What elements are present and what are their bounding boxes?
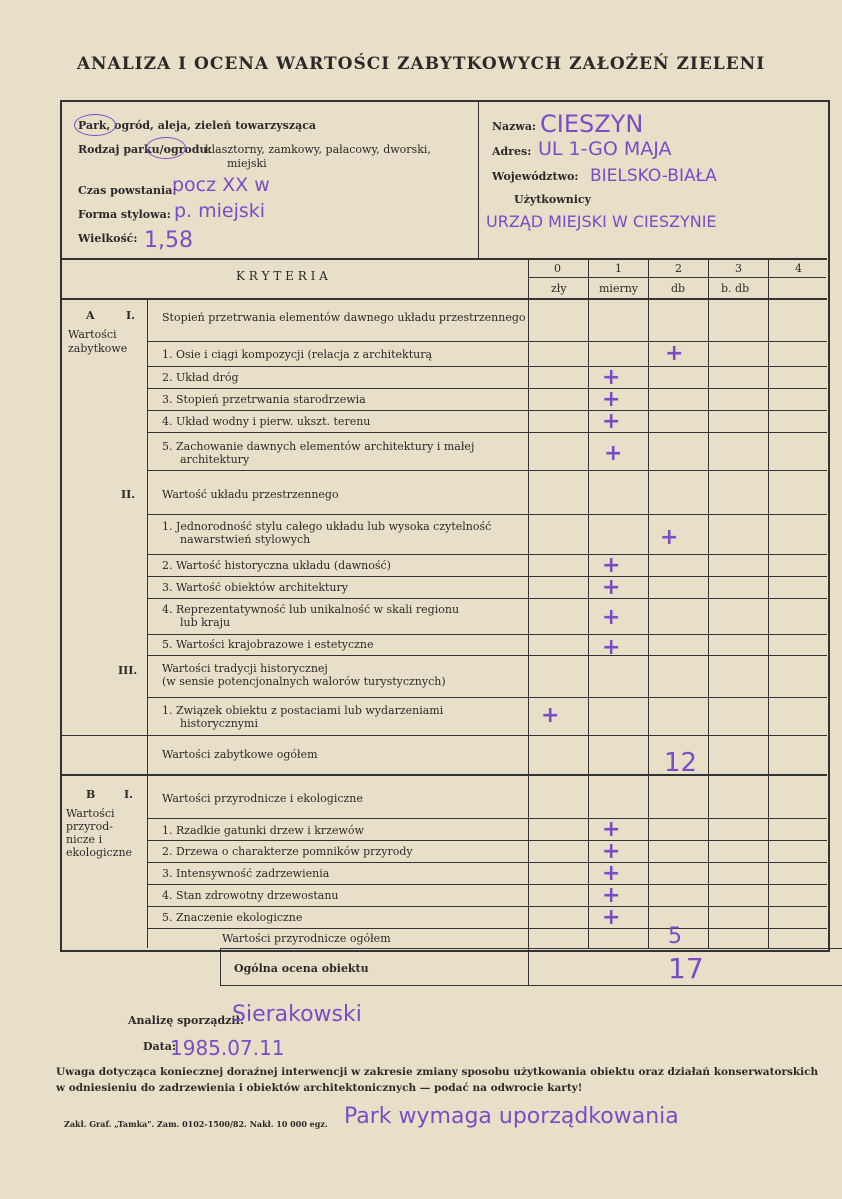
line	[147, 432, 827, 433]
line	[147, 366, 827, 367]
section-a-roman3: III.	[118, 664, 138, 677]
user-label: Użytkownicy	[514, 193, 592, 206]
overall-divider	[528, 948, 529, 986]
section-b-code: B	[86, 788, 96, 801]
note-line-2: w odniesieniu do zadrzewienia i obiektów architektonicznych — podać na odwrocie karty!	[56, 1082, 583, 1094]
b-total: Wartości przyrodnicze ogółem	[222, 932, 391, 945]
col-line-2	[648, 258, 649, 948]
plus-mark: +	[604, 441, 623, 466]
b-3: 3. Intensywność zadrzewienia	[162, 867, 330, 880]
user-value: URZĄD MIEJSKI W CIESZYNIE	[486, 212, 717, 231]
style-label: Forma stylowa:	[78, 208, 171, 221]
plus-mark: +	[602, 817, 621, 842]
a1-4: 4. Układ wodny i pierw. ukszt. terenu	[162, 415, 371, 428]
plus-mark: +	[602, 387, 621, 412]
section-b-roman: I.	[124, 788, 133, 801]
b-4: 4. Stan zdrowotny drzewostanu	[162, 889, 339, 902]
section-a-bottom	[61, 774, 827, 776]
voivodeship-label: Województwo:	[492, 170, 579, 183]
overall-value: 17	[668, 952, 704, 985]
grade-3-num: 3	[735, 262, 742, 275]
name-label: Nazwa:	[492, 120, 537, 133]
type-label: Park, ogród, aleja, zieleń towarzysząca	[78, 119, 317, 132]
b-2: 2. Drzewa o charakterze pomników przyrody	[162, 845, 413, 858]
plus-mark: +	[602, 905, 621, 930]
voivodeship-value: BIELSKO-BIAŁA	[590, 166, 717, 186]
b-1: 1. Rzadkie gatunki drzew i krzewów	[162, 824, 364, 837]
date-label: Data:	[143, 1040, 176, 1053]
a-total-value: 12	[664, 748, 698, 778]
a3-1b: historycznymi	[180, 717, 258, 730]
line	[147, 906, 827, 907]
kind-label: Rodzaj parku/ogrodu:	[78, 143, 212, 156]
a2-3: 3. Wartość obiektów architektury	[162, 581, 348, 594]
name-value: CIESZYN	[540, 110, 644, 138]
line	[147, 818, 827, 819]
line	[147, 598, 827, 599]
created-value: pocz XX w	[172, 174, 270, 196]
kind-options: klasztorny, zamkowy, pałacowy, dworski,	[205, 143, 431, 156]
a1-5a: 5. Zachowanie dawnych elementów architektury i małej	[162, 440, 475, 453]
line	[147, 388, 827, 389]
plus-mark: +	[602, 553, 621, 578]
b-5: 5. Znaczenie ekologiczne	[162, 911, 303, 924]
col-line-1	[588, 258, 589, 948]
a1-2: 2. Układ dróg	[162, 371, 239, 384]
plus-mark: +	[602, 365, 621, 390]
size-label: Wielkość:	[78, 232, 138, 245]
grade-2-label: db	[671, 282, 686, 295]
grade-1-num: 1	[615, 262, 622, 275]
criteria-header: K R Y T E R I A	[236, 269, 328, 283]
a1-3: 3. Stopień przetrwania starodrzewia	[162, 393, 366, 406]
section-b-name3: nicze i	[66, 833, 103, 846]
section-b-name2: przyrod-	[66, 820, 113, 833]
style-value: p. miejski	[174, 200, 266, 222]
type-circle	[74, 114, 116, 136]
line	[147, 470, 827, 471]
kind-options-2: miejski	[227, 157, 267, 170]
plus-mark: +	[602, 635, 621, 660]
category-divider	[147, 298, 148, 948]
b-total-value: 5	[668, 924, 682, 949]
line	[147, 884, 827, 885]
plus-mark: +	[602, 883, 621, 908]
handwritten-note: Park wymaga uporządkowania	[344, 1104, 679, 1129]
note-line-1: Uwaga dotycząca koniecznej doraźnej interwencji w zakresie zmiany sposobu użytkowania obiektu oraz działań konserwatorskich	[56, 1066, 819, 1078]
a2-4b: lub kraju	[180, 616, 231, 629]
plus-mark: +	[602, 839, 621, 864]
header-divider	[478, 101, 479, 258]
col-line-0	[528, 258, 529, 948]
line	[147, 655, 827, 656]
a2-5: 5. Wartości krajobrazowe i estetyczne	[162, 638, 374, 651]
header-bottom-line	[61, 258, 827, 260]
plus-mark: +	[660, 525, 679, 550]
criteria-header-bottom	[61, 298, 827, 300]
a1-head: Stopień przetrwania elementów dawnego układu przestrzennego	[162, 311, 526, 324]
section-a-name2: zabytkowe	[68, 342, 128, 355]
line	[147, 928, 827, 929]
kind-circle	[146, 137, 186, 159]
overall-label: Ogólna ocena obiektu	[234, 962, 369, 975]
plus-mark: +	[541, 703, 560, 728]
form-title: ANALIZA I OCENA WARTOŚCI ZABYTKOWYCH ZAŁOŻEŃ ZIELENI	[76, 54, 766, 74]
col-line-4	[768, 258, 769, 948]
line	[147, 697, 827, 698]
col-line-3	[708, 258, 709, 948]
plus-mark: +	[602, 861, 621, 886]
grade-4-num: 4	[795, 262, 802, 275]
a3-head2: (w sensie potencjonalnych walorów turystycznych)	[162, 675, 446, 688]
line	[147, 554, 827, 555]
section-b-name4: ekologiczne	[66, 846, 133, 859]
prepared-value: Sierakowski	[232, 1002, 362, 1027]
date-value: 1985.07.11	[170, 1036, 285, 1060]
size-value: 1,58	[144, 228, 193, 253]
grade-1-label: mierny	[599, 282, 639, 295]
plus-mark: +	[602, 605, 621, 630]
a2-2: 2. Wartość historyczna układu (dawność)	[162, 559, 391, 572]
address-value: UL 1-GO MAJA	[538, 138, 672, 160]
grade-3-label: b. db	[721, 282, 750, 295]
line	[147, 576, 827, 577]
b-head: Wartości przyrodnicze i ekologiczne	[162, 792, 363, 805]
section-a-roman: I.	[126, 309, 135, 322]
a2-head: Wartość układu przestrzennego	[162, 488, 339, 501]
prepared-label: Analizę sporządził:	[128, 1014, 244, 1027]
a2-1b: nawarstwień stylowych	[180, 533, 311, 546]
a1-1: 1. Osie i ciągi kompozycji (relacja z architekturą	[162, 348, 433, 361]
line	[147, 410, 827, 411]
plus-mark: +	[602, 575, 621, 600]
grade-0-num: 0	[554, 262, 561, 275]
a3-1a: 1. Związek obiektu z postaciami lub wydarzeniami	[162, 704, 444, 717]
plus-mark: +	[602, 409, 621, 434]
a-total: Wartości zabytkowe ogółem	[162, 748, 318, 761]
section-a-code: A	[86, 309, 95, 322]
plus-mark: +	[665, 341, 684, 366]
line	[147, 862, 827, 863]
grade-2-num: 2	[675, 262, 682, 275]
line	[147, 634, 827, 635]
grade-mid-line	[528, 277, 826, 278]
created-label: Czas powstania:	[78, 184, 177, 197]
a2-4a: 4. Reprezentatywność lub unikalność w skali regionu	[162, 603, 460, 616]
line	[147, 840, 827, 841]
address-label: Adres:	[492, 145, 532, 158]
print-info: Zakł. Graf. „Tamka". Zam. 0102-1500/82. Nakł. 10 000 egz.	[64, 1119, 328, 1129]
a1-5b: architektury	[180, 453, 250, 466]
section-b-name1: Wartości	[66, 807, 115, 820]
line	[147, 341, 827, 342]
grade-0-label: zły	[551, 282, 567, 295]
a3-head1: Wartości tradycji historycznej	[162, 662, 328, 675]
line	[61, 735, 827, 736]
a2-1a: 1. Jednorodność stylu całego układu lub wysoka czytelność	[162, 520, 492, 533]
line	[147, 514, 827, 515]
section-a-roman2: II.	[121, 488, 136, 501]
section-a-name1: Wartości	[68, 328, 117, 341]
